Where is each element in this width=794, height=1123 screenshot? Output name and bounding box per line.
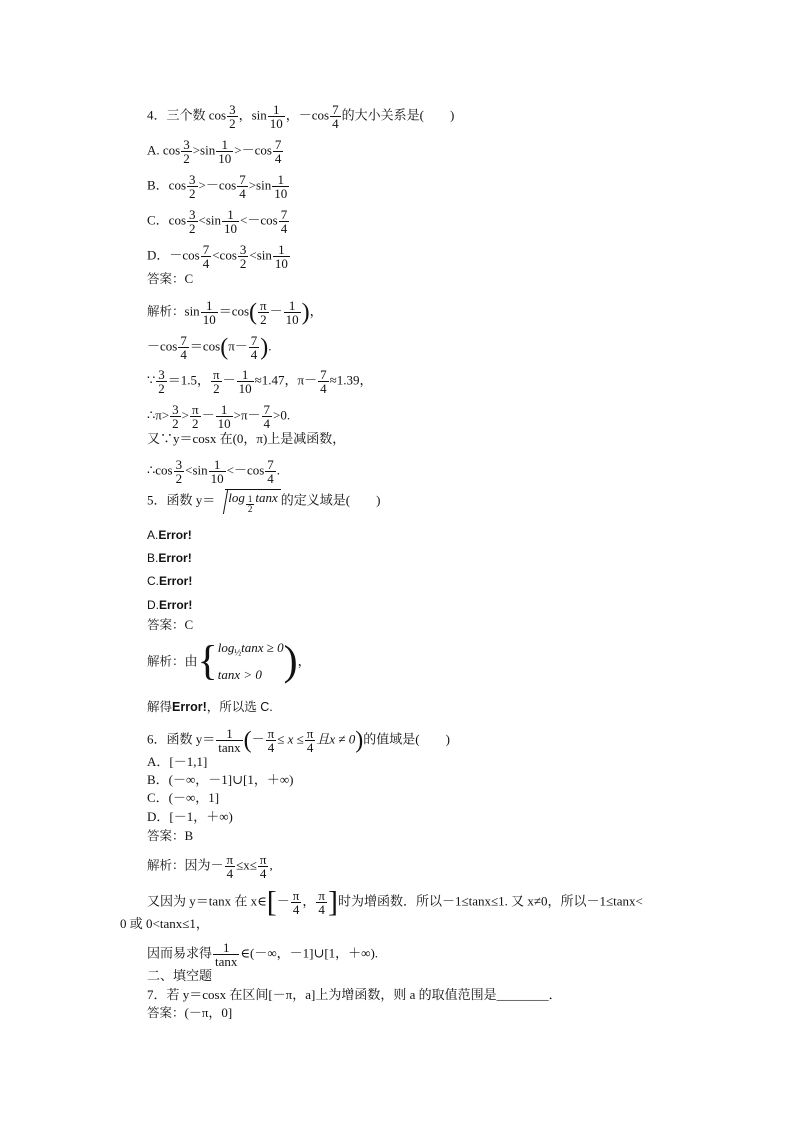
- q5-option-d: D.Error!: [147, 598, 193, 612]
- q6-solution-line-4: 因而易求得 $\frac{1}{\tan x}$ ∈(－∞，－1]∪[1，＋∞).: [147, 940, 379, 969]
- q6-option-a: A．[－1,1]: [147, 754, 208, 769]
- q6-solution-line-3: 0 或 0<tanx≤1，: [120, 916, 209, 931]
- q4-option-c: C．cos $\frac{3}{2}$ <sin $\frac{1}{10}$ <－cos $\frac{7}{4}$: [147, 207, 288, 236]
- q4-answer: 答案：C: [147, 271, 194, 286]
- q6-solution-line-1: 解析：因为－ $\frac{\pi}{4}$ ≤x≤ $\frac{\pi}{4}$ ,: [147, 852, 273, 881]
- q6-option-c: C．(－∞，1]: [147, 790, 220, 805]
- q4-option-d: D．－cos $\frac{7}{4}$ <cos $\frac{3}{2}$ <sin $\frac{1}{10}$: [147, 242, 288, 271]
- q6-answer: 答案：B: [147, 828, 194, 843]
- q6-stem: 6．函数 y＝ $\frac{1}{\tan x}$ (－ $\frac{\pi}{4}$ ≤ x ≤ $\frac{\pi}{4}$ 且x ≠ 0)的值域是( ): [147, 726, 450, 755]
- q6-option-d: D．[－1，＋∞): [147, 809, 233, 824]
- q4-option-b: B．cos $\frac{3}{2}$ >－cos $\frac{7}{4}$ >sin $\frac{1}{10}$: [147, 172, 288, 201]
- q4-stem: 4．三个数 cos $\frac{3}{2}$ ，sin $\frac{1}{10}$ ，－cos $\frac{7}{4}$ 的大小关系是( ): [147, 102, 455, 131]
- q5-option-a: A.Error!: [147, 528, 192, 542]
- q5-option-c: C.Error!: [147, 574, 193, 588]
- q7-stem: 7．若 y＝cosx 在区间[－π，a]上为增函数，则 a 的取值范围是________．: [147, 987, 562, 1002]
- q6-option-b: B．(－∞，－1]∪[1，＋∞): [147, 772, 294, 787]
- q4-solution-line-6: ∴cos $\frac{3}{2}$ <sin $\frac{1}{10}$ <－cos $\frac{7}{4}$ .: [147, 457, 281, 486]
- q5-solution-system: 解析：由{ $\log_{\frac{1}{2}}\tan x \ge 0$ tanx > 0 )，: [147, 638, 311, 685]
- q5-option-b: B.Error!: [147, 551, 192, 565]
- q5-solution-result: 解得Error!，所以选 C.: [147, 700, 273, 714]
- q4-solution-line-2: －cos $\frac{7}{4}$ ＝cos(π－ $\frac{7}{4}$ ).: [147, 333, 272, 362]
- q5-stem: 5．函数 y＝ log $\frac{1}{2}$ tanx 的定义域是( ): [147, 490, 381, 514]
- q4-solution-line-5: 又∵y＝cosx 在(0，π)上是减函数，: [147, 431, 346, 446]
- q4-solution-line-3: ∵ $\frac{3}{2}$ ＝1.5， $\frac{\pi}{2}$ － $\frac{1}{10}$ ≈1.47，π－ $\frac{7}{4}$ ≈1.39，: [147, 367, 373, 396]
- section-title-fill-in: 二、填空题: [147, 968, 213, 983]
- q4-option-a: A. cos $\frac{3}{2}$ >sin $\frac{1}{10}$ >－cos $\frac{7}{4}$: [147, 137, 282, 166]
- q6-solution-line-2: 又因为 y＝tanx 在 x∈[－ $\frac{\pi}{4}$ ， $\frac{\pi}{4}$ ]时为增函数．所以－1≤tanx≤1. 又 x≠0，所以－1≤tanx<: [147, 885, 643, 919]
- q4-solution-line-1: 解析：sin $\frac{1}{10}$ ＝cos( $\frac{\pi}{2}$ － $\frac{1}{10}$ )，: [147, 298, 323, 327]
- q4-solution-line-4: ∴π> $\frac{3}{2}$ > $\frac{\pi}{2}$ － $\frac{1}{10}$ >π－ $\frac{7}{4}$ >0.: [147, 402, 291, 431]
- q5-answer: 答案：C: [147, 617, 194, 632]
- q7-answer: 答案：(－π，0]: [147, 1005, 233, 1020]
